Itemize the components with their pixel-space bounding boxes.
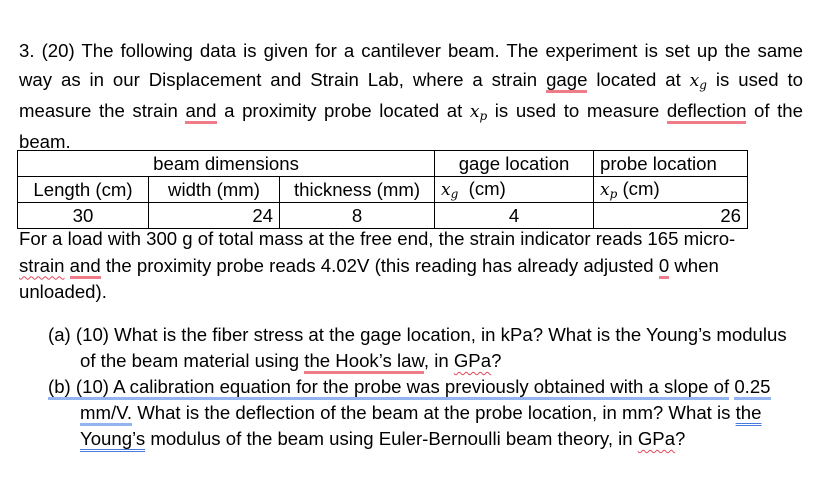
problem-text: is used to measure the strain — [19, 69, 803, 121]
header-beam-dimensions: beam dimensions — [18, 151, 435, 177]
header-gage-location: gage location — [435, 151, 594, 177]
table-row — [18, 203, 748, 229]
cell-probe: 26 — [594, 203, 748, 229]
hooks-law-phrase: the Hook’s law — [304, 350, 424, 374]
question-a-text: (10) What is the fiber stress at the gage location, in kPa? What is the Young’s modulus of the beam material using — [75, 324, 787, 371]
col-width: width (mm) — [149, 177, 280, 203]
problem-text: located at — [596, 69, 681, 90]
col-xg: $x_g$ (cm) — [435, 177, 594, 203]
header-probe-location: probe location — [594, 151, 748, 177]
table-row — [18, 177, 748, 203]
col-xp: $x_p$ (cm) — [594, 177, 748, 203]
beam-data-table — [17, 150, 748, 229]
question-b-first-line — [48, 376, 729, 400]
cell-length: 30 — [18, 203, 149, 229]
when-word: when — [674, 254, 719, 276]
deflection-word: deflection — [667, 100, 747, 124]
question-b-text: (10) A calibration equation for the probe was previously obtained with a slope of — [75, 376, 730, 397]
strain-word: strain — [19, 254, 65, 276]
gage-word: gage — [546, 69, 587, 93]
and-word: and — [185, 100, 216, 124]
xp-variable: $x_p$ — [469, 102, 488, 123]
col-thickness: thickness (mm) — [280, 177, 435, 203]
zero-word: 0 — [659, 255, 669, 279]
youngs-phrase: the Young’s — [80, 402, 762, 449]
cell-thickness: 8 — [280, 203, 435, 229]
question-a-label: (a) — [48, 324, 71, 345]
problem-statement — [19, 36, 803, 156]
cell-width: 24 — [149, 203, 280, 229]
load-text: the proximity probe reads 4.02V (this reading has already adjusted — [105, 254, 654, 276]
question-a: (a) (10) What is the fiber stress at the gage location, in kPa? What is the Young’s modulus of the beam material using the Hook’s law, in GPa? — [48, 322, 793, 374]
problem-text: 3. (20) The following data is given for a cantilever beam. The experiment is set up the same way as in our Displacement and Strain Lab, where a strain — [19, 40, 803, 90]
load-description — [19, 226, 799, 306]
question-b-label: (b) — [48, 376, 71, 397]
table-row — [18, 151, 748, 177]
calibration-slope: 0.25 mm/V. — [80, 376, 771, 426]
gpa-word: GPa — [453, 350, 492, 371]
load-text: For a load with 300 g of total mass at the free end, the strain indicator reads 165 micro- — [19, 228, 736, 249]
problem-text: of the beam. — [19, 100, 803, 152]
cell-gage: 4 — [435, 203, 594, 229]
load-text: unloaded). — [19, 281, 107, 302]
question-b-text: What is the deflection of the beam at the probe location, in mm? What is — [137, 402, 731, 423]
problem-text: a proximity probe located at — [224, 100, 463, 121]
gpa-word: GPa — [637, 428, 676, 449]
problem-text: is used to measure — [494, 100, 660, 121]
question-b: (b) (10) A calibration equation for the probe was previously obtained with a slope of 0.25 mm/V. What is the deflection of the beam at the probe location, in mm? What is the Young’s modulus of the beam using Euler-Bernoulli beam theory, in GPa? — [48, 376, 771, 449]
and-word: and — [70, 255, 101, 279]
xg-variable: $x_g$ — [689, 71, 707, 92]
col-length: Length (cm) — [18, 177, 149, 203]
question-b-text: modulus of the beam using Euler-Bernoulli beam theory, in — [150, 428, 633, 449]
